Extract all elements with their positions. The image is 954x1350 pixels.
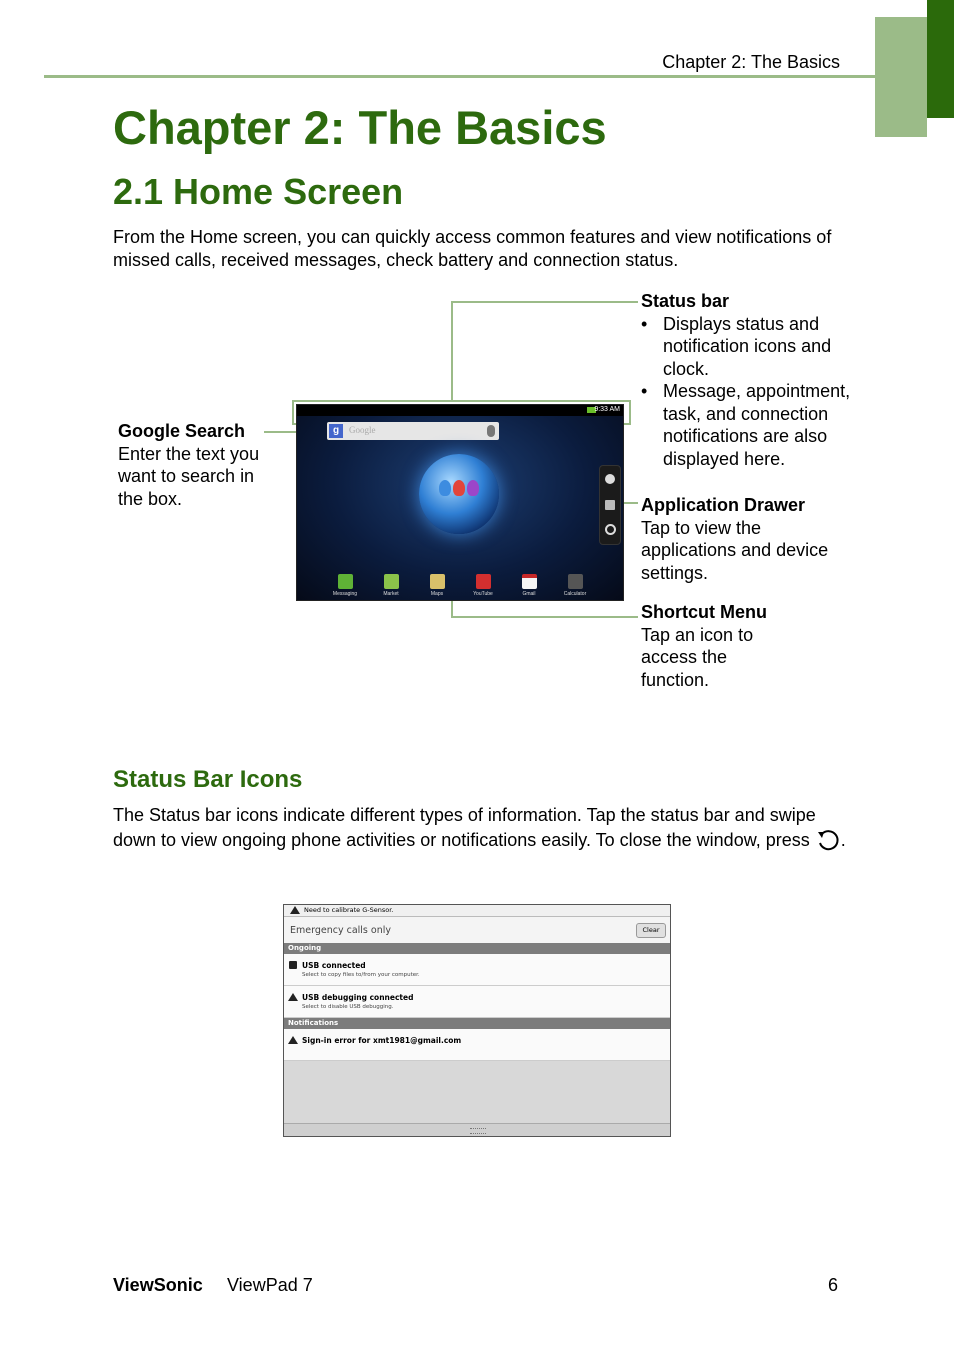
callout-text: Tap an icon to access the function. [641, 624, 754, 690]
list-item[interactable] [284, 954, 670, 986]
callout-text: Enter the text you want to search in the box. [118, 443, 260, 509]
callout-bullet: • Message, appointment, task, and connection notifications are also displayed here. [641, 380, 851, 470]
search-placeholder: Google [349, 425, 376, 435]
google-search-widget[interactable] [327, 422, 499, 440]
shortcut-menu [297, 564, 623, 600]
callout-application-drawer [641, 494, 851, 584]
callout-title: Shortcut Menu [641, 602, 767, 622]
status-bar-highlight [292, 400, 294, 425]
callout-title: Google Search [118, 421, 246, 441]
drag-handle[interactable] [284, 1123, 670, 1136]
dock-app-market[interactable]: Market [371, 574, 411, 597]
top-bar-text: Need to calibrate G-Sensor. [304, 906, 394, 914]
wallpaper-birds-orb [419, 454, 499, 534]
grid-icon[interactable] [605, 500, 615, 510]
application-drawer[interactable] [599, 465, 621, 545]
status-bar-connector [451, 301, 638, 303]
google-icon: g [329, 424, 343, 438]
corner-tab-dark [927, 0, 954, 118]
item-title: Sign-in error for xmt1981@gmail.com [302, 1036, 462, 1045]
ongoing-header: Ongoing [284, 943, 670, 954]
clear-button[interactable]: Clear [636, 923, 666, 938]
microphone-icon[interactable] [487, 425, 495, 437]
chapter-title: Chapter 2: The Basics [113, 101, 607, 154]
home-screen-screenshot [296, 404, 624, 601]
intro-paragraph: From the Home screen, you can quickly access common features and view notifications of missed calls, received messages, check battery and connection status. [113, 227, 832, 270]
phone-icon[interactable] [605, 524, 616, 535]
warning-icon [288, 1036, 298, 1044]
item-title: USB connected [302, 961, 366, 970]
notification-panel-screenshot [283, 904, 671, 1137]
status-icons-paragraph [113, 804, 848, 854]
status-icons-text-end: . [840, 829, 846, 850]
callout-shortcut-menu [641, 601, 791, 691]
emergency-row [284, 917, 670, 945]
item-subtitle: Select to copy files to/from your computer. [302, 972, 420, 978]
callout-status-bar [641, 290, 851, 470]
warning-icon [290, 906, 300, 914]
callout-title: Application Drawer [641, 495, 806, 515]
list-item[interactable] [284, 1029, 670, 1061]
status-bar-highlight [629, 400, 631, 425]
callout-title: Status bar [641, 291, 730, 311]
status-clock: 9:33 AM [594, 406, 620, 413]
callout-bullet: • Displays status and notification icons and clock. [641, 313, 851, 381]
status-bar-connector [451, 301, 453, 400]
page-number: 6 [828, 1275, 839, 1295]
list-item[interactable] [284, 986, 670, 1018]
header-rule [44, 75, 875, 78]
home-dot-icon [605, 474, 615, 484]
status-icons-text: The Status bar icons indicate different types of information. Tap the status bar and swipe down to view ongoing phone activities or notifications easily. To close the window, press [113, 805, 816, 850]
emergency-text: Emergency calls only [290, 925, 391, 936]
notification-top-bar [284, 905, 670, 917]
dock-app-gmail[interactable]: Gmail [509, 574, 549, 597]
item-title: USB debugging connected [302, 993, 414, 1002]
usb-icon [289, 961, 297, 969]
dock-app-messaging[interactable]: Messaging [325, 574, 365, 597]
footer-model: ViewPad 7 [227, 1275, 313, 1295]
callout-text: Tap to view the applications and device settings. [641, 517, 829, 583]
shortcut-connector [451, 616, 638, 618]
callout-google-search [118, 420, 268, 510]
section-title: 2.1 Home Screen [113, 171, 404, 212]
item-subtitle: Select to disable USB debugging. [302, 1004, 394, 1010]
running-head: Chapter 2: The Basics [662, 52, 840, 72]
corner-tab-light [875, 17, 927, 137]
dock-app-youtube[interactable]: YouTube [463, 574, 503, 597]
back-icon [815, 828, 841, 854]
dock-app-maps[interactable]: Maps [417, 574, 457, 597]
notifications-header: Notifications [284, 1018, 670, 1029]
footer-brand: ViewSonic [113, 1275, 203, 1295]
status-bar-icons-heading: Status Bar Icons [113, 766, 303, 793]
dock-app-calculator[interactable]: Calculator [555, 574, 595, 597]
warning-icon [288, 993, 298, 1001]
status-bar[interactable] [297, 405, 623, 416]
shortcut-connector [451, 598, 453, 618]
status-bar-highlight [292, 400, 631, 402]
